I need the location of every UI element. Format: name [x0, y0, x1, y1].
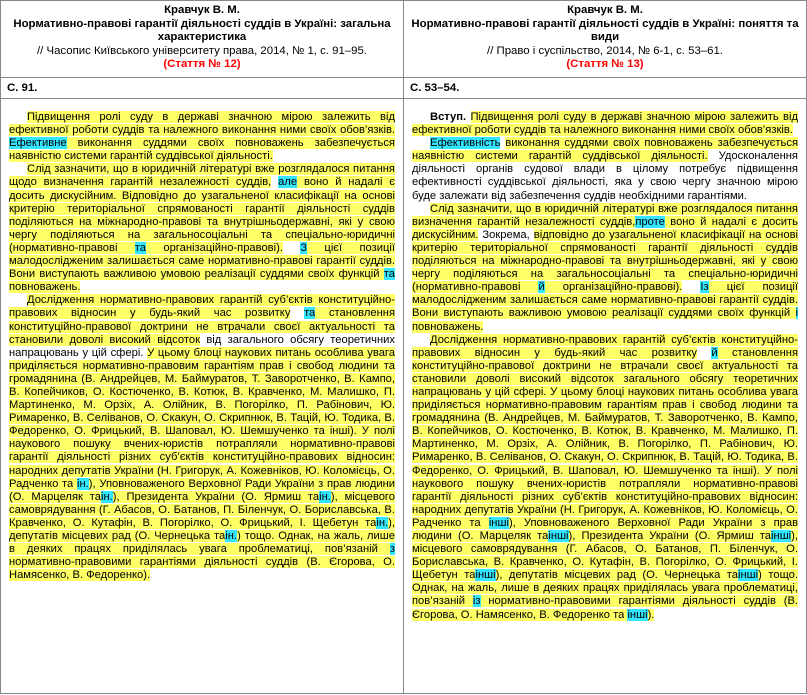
left-page-cell — [1, 78, 404, 99]
highlight-match: цієї позиції малодослідженим залишається саме нормативно-правові гарантії суддів. Вони виступають важливою умовою реалізації суддями своїх функцій — [412, 281, 799, 320]
right-title: Нормативно-правові гарантії діяльності суддів в Україні: поняття та види — [411, 17, 799, 44]
highlight-match: ), місцевого самоврядування (Г. Абасов, О. Батанов, П. Біленчук, О. Бориславська, В. Кравченко, О. Кутафін, В. Погорілко, О. Фрицький, І. Щебетун та — [412, 530, 798, 582]
right-header-cell — [404, 1, 807, 78]
highlight-diff: Із — [700, 281, 709, 294]
highlight-match: організаційно-правові). — [562, 281, 683, 294]
left-paragraph-1 — [9, 111, 395, 163]
left-title: Нормативно-правові гарантії діяльності суддів в Україні: загальна характеристика — [13, 17, 391, 44]
highlight-diff: та — [304, 307, 316, 320]
left-author: Кравчук В. М. — [164, 4, 240, 16]
highlight-diff: Ефективне — [9, 137, 67, 150]
highlight-match: Підвищення ролі суду в державі значною мірою залежить від ефективної роботи суддів та належного виконання ними своїх обов’язків. — [412, 111, 799, 137]
header-row — [1, 1, 807, 78]
highlight-match: повноважень. — [412, 320, 484, 333]
right-article-number: (Стаття № 13) — [566, 58, 644, 71]
highlight-diff: і — [795, 307, 799, 320]
left-text-cell — [1, 99, 404, 694]
highlight-match: воно й надалі є досить дискусійним. — [412, 215, 799, 241]
left-source: // Часопис Київського університету права, 2014, № 1, с. 91–95. — [37, 44, 367, 57]
page-row — [1, 78, 807, 99]
right-source: // Право і суспільство, 2014, № 6-1, с. 53–61. — [487, 44, 723, 57]
highlight-diff: та — [383, 268, 395, 281]
highlight-match: Слід зазначити, що в юридичній літературі вже розглядалося питання щодо визначення гарантій незалежності суддів, — [9, 163, 395, 189]
right-page: С. 53–54. — [410, 82, 460, 94]
highlight-diff: З — [300, 241, 308, 254]
plain-text: Удосконалення діяльності органів судової влади в цілому потребує підвищення ефективності суддівської діяльності, яка у свою чергу значною мірою буде залежати від забезпечення суддів необхідними гарантіями. — [412, 150, 798, 202]
highlight-match: ) тощо. Однак, на жаль, лише в деяких працях приділялась увага проблематиці, пов’язаній — [412, 569, 798, 608]
highlight-match: ), Президента України (О. Ярмиш та — [112, 490, 320, 503]
highlight-diff: інші — [627, 608, 648, 621]
highlight-diff: інші — [548, 530, 569, 542]
highlight-diff: але — [278, 176, 298, 189]
highlight-diff: ін. — [100, 490, 113, 503]
highlight-match: становлення конституційно-правової доктрини не втрачали своєї актуальності та становили доволі високий відсоток — [9, 307, 396, 346]
highlight-match: У цьому блоці наукових питань особлива увага приділяється нормативно-правовим гарантіям прав і свобод людини та громадянина (В. Андрейцев, М. Баймуратов, Т. Заворотченко, В. Кампо, В. Копейчиков, О. Костюченко, В. Котюк, В. Кравченко, М. Малишко, П. Мартиненко, М. Орзіх, А. Олійник, В. Погорілко, П. Рабінович, Ю. Римаренко, В. Селіванов, О. Скакун, О. Скрипнюк, В. Тацій, Ю. Тодика, В. Федоренко, О. Фрицький, В. Шаповал, Ю. Шемшученко та інші). У полі наукового пошуку вчених-юристів потрапляли нормативно-правові гарантії діяльності різних суб’єктів конституційно-правових відносин: народних депутатів України (Н. Григорук, А. Кожевніков, Ю. Коломієць, О. Радченко та — [9, 346, 395, 490]
highlight-match: ). — [647, 608, 655, 621]
intro-label: Вступ. — [430, 111, 467, 123]
highlight-diff: ін. — [376, 516, 389, 529]
left-paragraph-2 — [9, 163, 395, 294]
highlight-diff: й — [711, 346, 718, 359]
highlight-match: Слід зазначити, що в юридичній літературі вже розглядалося питання визначення гарантій незалежності суддів, — [412, 202, 798, 228]
highlight-match: ), Президента України (О. Ярмиш та — [568, 530, 772, 542]
highlight-diff: проте — [635, 215, 665, 228]
plain-text: Зокрема, — [482, 228, 530, 241]
highlight-match: ), місцевого самоврядування (Г. Абасов, О. Батанов, П. Біленчук, О. Бориславська, В. Кравченко, О. Кутафін, В. Погорілко, О. Фрицький, І. Щебетун та — [9, 490, 395, 529]
highlight-match: виконання суддями своїх повноважень забезпечується наявністю системи гарантій суддівської діяльності. — [412, 137, 798, 163]
highlight-match: воно й надалі є досить дискусійним. Відповідно до узагальненої класифікації на основі критерію територіальної спрямованості гарантії діяльності суддів поділяються на міжнародно-правові та внутрішньодержавні, які у свою чергу поділяються на загальносоціальні та спеціально-юридичні (нормативно-правові — [9, 176, 396, 254]
highlight-diff: із — [472, 595, 481, 608]
left-article-number: (Стаття № 12) — [163, 58, 241, 71]
highlight-diff: та — [134, 241, 147, 254]
highlight-diff: інші — [771, 530, 792, 542]
highlight-match: виконання суддями своїх повноважень забезпечується наявністю системи гарантій суддівської діяльності. — [9, 137, 395, 163]
highlight-match: становлення конституційно-правової доктрини не втрачали своєї актуальності та становили доволі високий відсоток загального обсягу теоретичних напрацювань у цій сфері. У цьому блоці наукових питань особлива увага приділяється нормативно-правовим гарантіям прав і свобод людини та громадянина (В. Андрейцев, М. Баймуратов, Т. Заворотченко, В. Кампо, В. Копейчиков, О. Костюченко, В. Котюк, В. Кравченко, М. Малишко, П. Мартиненко, М. Орзіх, А. Олійник, В. Погорілко, П. Рабінович, Ю. Римаренко, В. Селіванов, О. Скакун, О. Скрипнюк, В. Тацій, Ю. Тодика, В. Федоренко, О. Фрицький, В. Шаповал, Ю. Шемшученко та інші). У полі наукового пошуку вчених-юристів потрапляли нормативно-правові гарантії діяльності різних суб’єктів конституційно-правових відносин: народних депутатів України (Н. Григорук, А. Кожевніков, Ю. Коломієць, О. Радченко та — [412, 346, 799, 529]
body-row — [1, 99, 807, 694]
right-paragraph-2 — [412, 137, 798, 202]
highlight-diff: Ефективність — [430, 137, 501, 150]
highlight-diff: інші — [475, 569, 496, 582]
right-paragraph-4 — [412, 334, 798, 622]
left-paragraph-3 — [9, 294, 395, 582]
highlight-match: ), депутатів місцевих рад (О. Чернецька та — [9, 516, 395, 542]
highlight-match: Дослідження нормативно-правових гарантій суб’єктів конституційно-правових відносин у будь-який час розвитку — [412, 333, 798, 359]
highlight-match: ), депутатів місцевих рад (О. Чернецька та — [495, 569, 739, 582]
highlight-match: ), Уповноваженого Верховної Ради України з прав людини (О. Марцеляк та — [9, 477, 396, 503]
plain-text: від загального обсягу теоретичних напрацювань у цій сфері. — [9, 333, 396, 359]
highlight-diff: ін. — [225, 530, 238, 542]
left-page: С. 91. — [7, 82, 38, 94]
highlight-match: організаційно-правові). — [163, 241, 283, 254]
highlight-match: цієї позиції малодослідженим залишається саме нормативно-правові гарантії суддів. Вони виступають важливою умовою реалізації суддями своїх функцій — [9, 241, 395, 281]
highlight-match: Підвищення ролі суду в державі значною мірою залежить від ефективної роботи суддів та належного виконання ними своїх обов’язків. — [9, 111, 395, 137]
right-paragraph-1 — [412, 111, 798, 137]
highlight-diff: інші — [738, 569, 759, 582]
highlight-match: повноважень. — [9, 281, 81, 294]
highlight-match: нормативно-правовими гарантіями діяльності суддів (В. Єгорова, О. Намясенко, В. Федоренко та — [412, 595, 799, 621]
right-page-cell — [404, 78, 807, 99]
highlight-diff: з — [389, 543, 396, 556]
highlight-match: ), Уповноваженого Верховної Ради України з прав людини (О. Марцеляк та — [412, 516, 799, 542]
right-author: Кравчук В. М. — [567, 4, 643, 16]
highlight-match: Дослідження нормативно-правових гарантій суб’єктів конституційно-правових відносин у будь-який час розвитку — [9, 294, 395, 320]
highlight-match: нормативно-правовими гарантіями діяльності суддів (В. Єгорова, О. Намясенко, В. Федоренко). — [9, 556, 395, 582]
highlight-match: відповідно до узагальненої класифікації на основі критерію територіальної спрямованості гарантії діяльності суддів поділяються на міжнародно-правові та внутрішньодержавні, які у свою чергу поділяються на загальносоціальні та спеціально-юридичні (нормативно-правові — [412, 228, 799, 294]
highlight-diff: й — [538, 281, 545, 294]
right-text-cell — [404, 99, 807, 694]
highlight-match: ) тощо. Однак, на жаль, лише в деяких працях приділялась увага проблематиці, пов’язаній — [9, 530, 395, 556]
highlight-diff: інші — [488, 516, 509, 529]
highlight-diff: ін. — [319, 490, 331, 503]
left-header-cell — [1, 1, 404, 78]
right-paragraph-3 — [412, 203, 798, 334]
highlight-diff: ін. — [77, 477, 89, 490]
